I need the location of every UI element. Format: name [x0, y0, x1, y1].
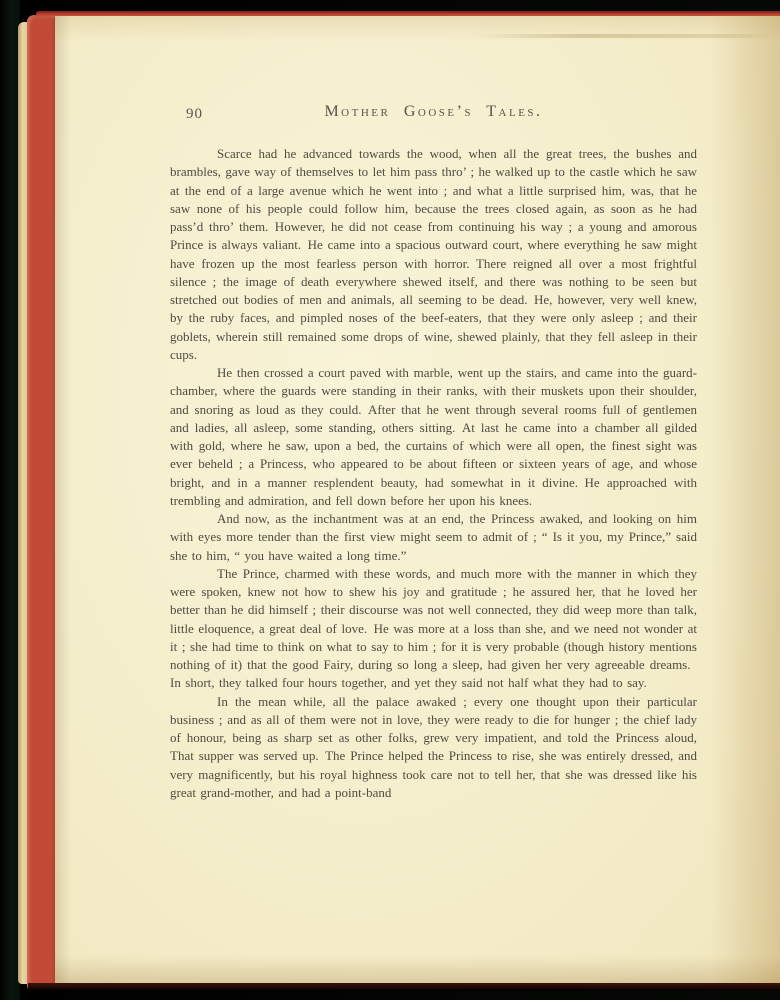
paragraph-1: Scarce had he advanced towards the wood, when all the great trees, the bushes and brambles, gave way of themselves to let him pass thro’ ; he walked up to the castle which he saw at the end of a large avenue which he went into ; and what a little surprised him, was, that he saw none of his people could follow him, because the trees closed again, as soon as he had pass’d thro’ them. However, he did not cease from continuing his way ; a young and amorous Prince is always valiant. He came into a spacious outward court, where everything he saw might have frozen up the most fearless person with horror. There reigned all over a most frightful silence ; the image of death everywhere shewed itself, and there was nothing to be seen but stretched out bodies of men and animals, all seeming to be dead. He, however, very well knew, by the ruby faces, and pimpled noses of the beef-eaters, that they were only asleep ; and their goblets, wherein still remained some drops of wine, shewed plainly, that they fell asleep in their cups.: [170, 146, 697, 362]
book-page: [55, 16, 780, 985]
page-header: [170, 103, 697, 127]
page-crease: [475, 34, 775, 38]
running-title: Mother Goose’s Tales.: [324, 103, 543, 120]
book-cover-edge: [0, 0, 20, 1000]
paragraph-4: The Prince, charmed with these words, and much more with the manner in which they were spoken, knew not how to shew his joy and gratitude ; he assured her, that he loved her better than he did himself ; their discourse was not well connected, they did weep more than talk, little eloquence, a great deal of love. He was more at a loss than she, and we need not wonder at it ; she had time to think on what to say to him ; for it is very probable (though history mentions nothing of it) that the good Fairy, during so long a sleep, had given her very agreeable dreams. In short, they talked four hours together, and yet they said not half what they had to say.: [170, 565, 697, 691]
page-number: 90: [186, 106, 203, 122]
paragraph-3: And now, as the inchantment was at an end, the Princess awaked, and looking on him with eyes more tender than the first view might seem to admit of ; “ Is it you, my Prince,” said she to him, “ you have waited a long time.”: [170, 511, 697, 563]
page-text: [170, 145, 697, 802]
paragraph-5: In the mean while, all the palace awaked ; every one thought upon their particular business ; and as all of them were not in love, they were ready to die for hunger ; the chief lady of honour, being as sharp set as other folks, grew very impatient, and told the Princess aloud, That supper was served up. The Prince helped the Princess to rise, she was entirely dressed, and very magnificently, but his royal highness took care not to tell her, that she was dressed like his great grand-mother, and had a point-band: [170, 693, 697, 800]
paragraph-2: He then crossed a court paved with marble, went up the stairs, and came into the guard-chamber, where the guards were standing in their ranks, with their muskets upon their shoulder, and snoring as loud as they could. After that he went through several rooms full of gentlemen and ladies, all asleep, some standing, others sitting. At last he came into a chamber all gilded with gold, where he saw, upon a bed, the curtains of which were all open, the finest sight was ever beheld ; a Princess, who appeared to be about fifteen or sixteen years of age, and whose bright, and in a manner resplendent beauty, had somewhat in it divine. He approached with trembling and admiration, and fell down before her upon his knees.: [170, 365, 697, 508]
page-bottom-shadow: [28, 983, 780, 991]
